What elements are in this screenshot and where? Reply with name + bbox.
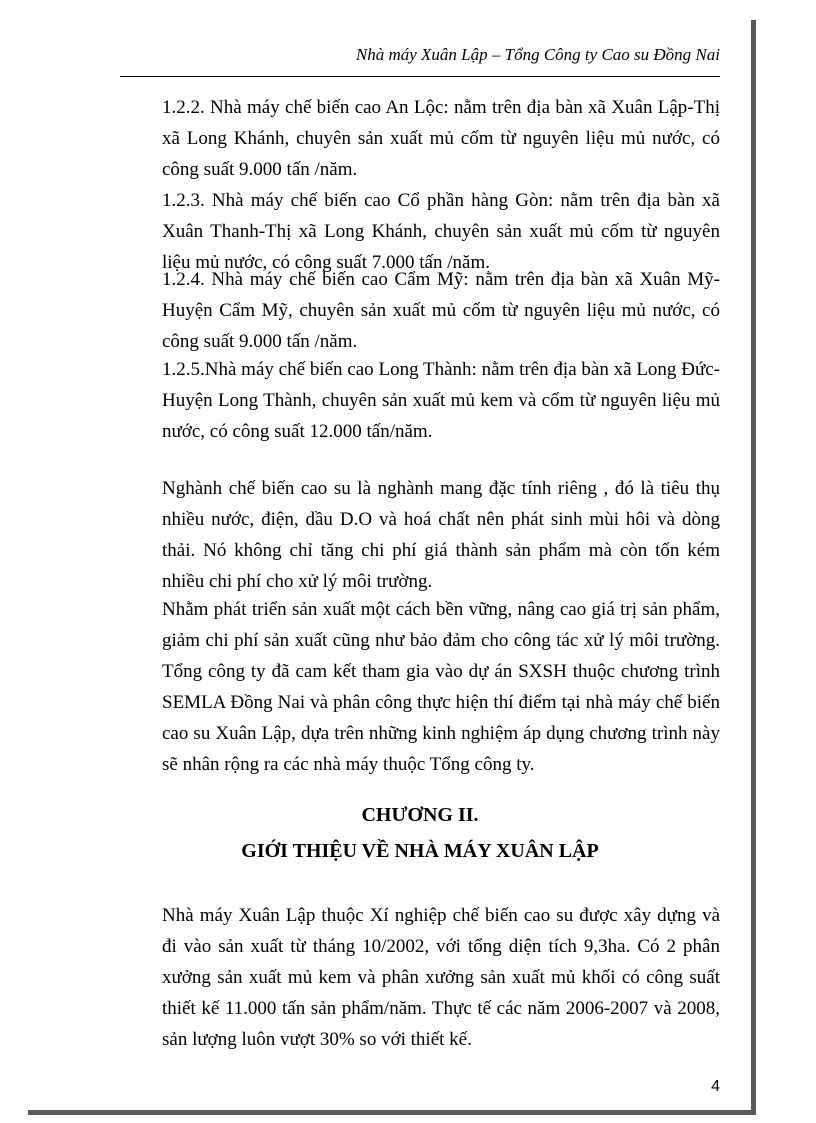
paragraph-factory-intro	[120, 900, 720, 1055]
paragraph-text: Nhằm phát triển sản xuất một cách bền vững, nâng cao giá trị sản phẩm, giảm chi phí sản xuất cũng như bảo đảm cho công tác xử lý môi trường. Tổng công ty đã cam kết tham gia vào dự án SXSH thuộc chương trình SEMLA Đồng Nai và phân công thực hiện thí điểm tại nhà máy chế biến cao su Xuân Lập, dựa trên những kinh nghiệm áp dụng chương trình này sẽ nhân rộng ra các nhà máy thuộc Tổng công ty.	[162, 599, 720, 775]
paragraph-text: 1.2.4. Nhà máy chế biến cao Cẩm Mỹ: nằm trên địa bàn xã Xuân Mỹ-Huyện Cẩm Mỹ, chuyên sản xuất mủ cốm từ nguyên liệu mủ nước, có công suất 9.000 tấn /năm.	[162, 269, 720, 352]
paragraph-text: Nghành chế biến cao su là nghành mang đặc tính riêng , đó là tiêu thụ nhiều nước, điện, dầu D.O và hoá chất nên phát sinh mùi hôi và dòng thải. Nó không chỉ tăng chi phí giá thành sản phẩm mà còn tốn kém nhiều chi phí cho xử lý môi trường.	[162, 478, 720, 592]
paragraph-text: Nhà máy Xuân Lập thuộc Xí nghiệp chế biến cao su được xây dựng và đi vào sản xuất từ tháng 10/2002, với tổng diện tích 9,3ha. Có 2 phân xưởng sản xuất mủ kem và phân xưởng sản xuất mủ khối có công suất thiết kế 11.000 tấn sản phẩm/năm. Thực tế các năm 2006-2007 và 2008, sản lượng luôn vượt 30% so với thiết kế.	[162, 905, 720, 1050]
paragraph-text: 1.2.5.Nhà máy chế biến cao Long Thành: nằm trên địa bàn xã Long Đức-Huyện Long Thành, chuyên sản xuất mủ kem và cốm từ nguyên liệu mủ nước, có công suất 12.000 tấn/năm.	[162, 359, 720, 442]
paragraph-project-commitment	[120, 594, 720, 780]
paragraph-1-2-5	[120, 354, 720, 447]
paragraph-text: 1.2.2. Nhà máy chế biến cao An Lộc: nằm trên địa bàn xã Xuân Lập-Thị xã Long Khánh, chuyên sản xuất mủ cốm từ nguyên liệu mủ nước, có công suất 9.000 tấn /năm.	[162, 97, 720, 180]
paragraph-industry-intro	[120, 473, 720, 597]
page-edge-shadow-right	[751, 20, 756, 1115]
chapter-number: CHƯƠNG II.	[361, 804, 479, 826]
paragraph-text: 1.2.3. Nhà máy chế biến cao Cổ phần hàng Gòn: nằm trên địa bàn xã Xuân Thanh-Thị xã Long Khánh, chuyên sản xuất mủ cốm từ nguyên liệu mủ nước, có công suất 7.000 tấn /năm.	[162, 190, 720, 273]
chapter-title: GIỚI THIỆU VỀ NHÀ MÁY XUÂN LẬP	[241, 840, 599, 862]
header-rule	[120, 76, 720, 77]
page-number: 4	[711, 1078, 720, 1095]
paragraph-1-2-4	[120, 264, 720, 357]
paragraph-1-2-2	[120, 92, 720, 185]
running-header: Nhà máy Xuân Lập – Tổng Công ty Cao su Đồng Nai	[355, 45, 720, 64]
page-edge-shadow-bottom	[28, 1110, 756, 1115]
